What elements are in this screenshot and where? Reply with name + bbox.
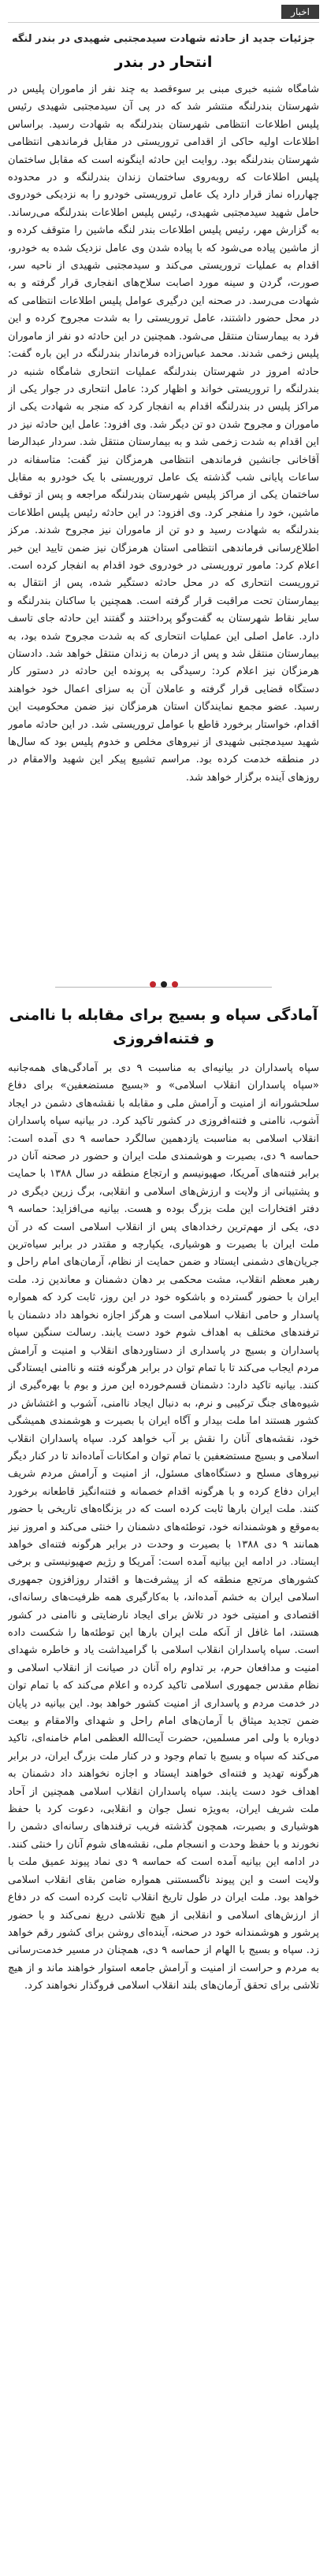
- article-kicker: جزئیات جدید از حادثه شهادت سیدمجتبی شهیدی در بندر لنگه: [11, 33, 316, 45]
- article-separator: [8, 975, 319, 999]
- article-irgc-statement: [8, 1003, 319, 2547]
- separator-dot-dark: [161, 981, 167, 988]
- article-body: شامگاه شنبه خبری مبنی بر سوءقصد به چند نفر از ماموران پلیس در شهرستان بندرلنگه منتشر شد که در پی آن سیدمجتبی شهیدی رئیس پلیس اطلاعات انتظامی شهرستان بندرلنگه به شهادت رسید. براساس اطلاعات اولیه حاکی از اقدامی تروریستی در مقابل فرماندهی انتظامی شهرستان بندرلنگه بود. روایت این حادثه اینگونه است که مقابل ساختمان پلیس اطلاعات که روبه‌روی ساختمان زندان بندرلنگه و در محدوده چهارراه نماز قرار دارد یک عامل تروریستی خودرو را به نزدیکی خودروی حامل شهید سیدمجتبی شهیدی، رئیس پلیس اطلاعات بندرلنگه می‌رساند. به گزارش مهر، رئیس پلیس اطلاعات بندر لنگه ماشین را متوقف کرده و از ماشین پیاده می‌شود که با پیاده شدن وی عامل نزدیک شده به خودرو، اقدام به عملیات تروریستی می‌کند و سیدمجتبی شهیدی از ناحیه سر، صورت، گردن و سینه مورد اصابت سلاح‌های انفجاری قرار گرفته و به شهادت می‌رسد. در صحنه این درگیری عوامل پلیس اطلاعات انتظامی که در محل حضور داشتند، عامل تروریستی را به شدت مجروح کرده و این فرد به بیمارستان منتقل می‌شود. همچنین در این حادثه دو نفر از ماموران پلیس زخمی شدند. محمد عباس‌زاده فرماندار بندرلنگه در این باره گفت: حادثه امروز در شهرستان بندرلنگه عملیات انتحاری شامگاه شنبه در بندرلنگه را تروریستی خواند و اظهار کرد: عامل انتحاری در جوار یکی از مراکز پلیس در بندرلنگه اقدام به انفجار کرد که منجر به شهادت یکی از ماموران و مجروح شدن دو تن دیگر شد. وی افزود: عامل این حادثه نیز در این اقدام به شدت زخمی شد و به بیمارستان منتقل شد. سردار عبدالرضا آقاخانی جانشین فرماندهی انتظامی هرمزگان نیز گفت: متاسفانه در ساعات پایانی شب گذشته یک عامل تروریستی با یک خودرو به مقابل ساختمان یکی از مراکز پلیس شهرستان بندرلنگه مراجعه و پس از توقف ماشین، خود را منفجر کرد. وی افزود: در این حادثه رئیس پلیس اطلاعات بندرلنگه به شهادت رسید و دو تن از ماموران نیز مجروح شدند. مرکز اطلاع‌رسانی فرماندهی انتظامی استان هرمزگان نیز ضمن تایید این خبر اعلام کرد: مامور تروریستی در خودروی خود اقدام به انفجار کرده است. تروریست انتحاری که در محل حادثه دستگیر شده، پس از انتقال به بیمارستان تحت مراقبت قرار گرفته است. همچنین با ساکنان بندرلنگه و سایر نقاط شهرستان به گفت‌وگو پرداختند و گفتند این حادثه جای تاسف دارد. عامل اصلی این عملیات انتحاری که به شدت مجروح شده بود، به بیمارستان منتقل شد و پس از درمان به زندان منتقل خواهد شد. دادستان هرمزگان نیز اعلام کرد: رسیدگی به پرونده این حادثه در دستور کار دستگاه قضایی قرار گرفته و عاملان آن به سزای اعمال خود خواهند رسید. عضو مجمع نمایندگان استان هرمزگان نیز ضمن محکومیت این اقدام، خواستار برخورد قاطع با عوامل تروریستی شد. در این حادثه مامور شهید سیدمجتبی شهیدی از نیروهای مخلص و خدوم پلیس بود که سال‌ها در منطقه خدمت کرده بود. مراسم تشییع پیکر این شهید والامقام در روزهای آینده برگزار خواهد شد.: [8, 83, 319, 784]
- section-tag[interactable]: اخبار: [281, 5, 319, 19]
- separator-dot-red: [150, 981, 156, 988]
- article-body: سپاه پاسداران در بیانیه‌ای به مناسبت ۹ دی بر آمادگی‌های همه‌جانبه «سپاه پاسداران انقلاب اسلامی» و «بسیج مستضعفین» برای دفاع سلحشورانه از امنیت و آرامش ملی و مقابله با نقشه‌های دشمن در ایجاد آشوب، ناامنی و فتنه‌افروزی در کشور تاکید کرد. در بیانیه سپاه پاسداران انقلاب اسلامی به مناسبت یازدهمین سالگرد حماسه ۹ دی آمده است: حماسه ۹ دی، بصیرت و هوشمندی ملت ایران و حضور در صحنه آنان در برابر فتنه‌های آمریکا، صهیونیسم و ارتجاع منطقه در سال ۱۳۸۸ با حمایت و پشتیبانی از ولایت و ارزش‌های اسلامی و انقلابی، برگ زرین دیگری در دفتر افتخارات این ملت بزرگ بوده و هست. بیانیه می‌افزاید: حماسه ۹ دی، یکی از مهم‌ترین رخدادهای پس از انقلاب اسلامی است که در آن ملت ایران با بصیرت و هوشیاری، یکپارچه و مقتدر در برابر سیاه‌ترین جریان‌های دشمنی ایستاد و ضمن حمایت از نظام، آرمان‌های امام راحل و رهبر معظم انقلاب، مشت محکمی بر دهان دشمنان و معاندین زد. ملت ایران با حضور گسترده و باشکوه خود در این روز، ثابت کرد که همواره پاسدار و حامی انقلاب اسلامی است و هرگز اجازه نخواهد داد دشمنان با ترفندهای مختلف به اهداف شوم خود دست یابند. رسالت سنگین سپاه پاسداران و بسیج در پاسداری از دستاوردهای انقلاب و امنیت و آرامش مردم ایجاب می‌کند تا با تمام توان در برابر هرگونه فتنه و ناامنی ایستادگی کنند. بیانیه تاکید دارد: دشمنان قسم‌خورده این مرز و بوم با بهره‌گیری از شیوه‌های جنگ ترکیبی و نرم، به دنبال ایجاد ناامنی، آشوب و اغتشاش در کشور هستند اما ملت بیدار و آگاه ایران با بصیرت و هوشمندی همیشگی خود، نقشه‌های آنان را نقش بر آب خواهد کرد. سپاه پاسداران انقلاب اسلامی و بسیج مستضعفین با تمام توان و امکانات آماده‌اند تا در کنار دیگر نیروهای مسلح و دستگاه‌های مسئول، از امنیت و آرامش مردم شریف ایران دفاع کرده و با هرگونه اقدام خصمانه و فتنه‌انگیز قاطعانه برخورد کنند. ملت ایران بارها ثابت کرده است که در بزنگاه‌های تاریخی با حضور به‌موقع و هوشمندانه خود، توطئه‌های دشمنان را خنثی می‌کند و امروز نیز همانند ۹ دی ۱۳۸۸ با بصیرت و وحدت در برابر هرگونه فتنه‌ای خواهد ایستاد. در ادامه این بیانیه آمده است: آمریکا و رژیم صهیونیستی و برخی کشورهای مرتجع منطقه که از پیشرفت‌ها و اقتدار روزافزون جمهوری اسلامی ایران به خشم آمده‌اند، با به‌کارگیری همه ظرفیت‌های رسانه‌ای، اقتصادی و امنیتی خود در تلاش برای ایجاد نارضایتی و ناامنی در کشور هستند، اما غافل از آنکه ملت ایران بارها این توطئه‌ها را شکست داده است. سپاه پاسداران انقلاب اسلامی با گرامیداشت یاد و خاطره شهدای امنیت و مدافعان حرم، بر تداوم راه آنان در صیانت از انقلاب اسلامی و نظام مقدس جمهوری اسلامی تاکید کرده و اعلام می‌کند که با تمام توان در خدمت مردم و پاسداری از امنیت کشور خواهد بود. این بیانیه در پایان ضمن تجدید میثاق با آرمان‌های امام راحل و شهدای والامقام و بیعت دوباره با ولی امر مسلمین، حضرت آیت‌الله العظمی امام خامنه‌ای، تاکید می‌کند که سپاه و بسیج با تمام وجود و در کنار ملت بزرگ ایران، در برابر هرگونه تهدید و فتنه‌ای خواهند ایستاد و اجازه نخواهند داد دشمنان به اهداف خود دست یابند. سپاه پاسداران انقلاب اسلامی همچنین از آحاد ملت شریف ایران، به‌ویژه نسل جوان و انقلابی، دعوت کرد با حفظ هوشیاری و بصیرت، همچون گذشته فریب ترفندهای رسانه‌ای دشمن را نخورند و با حفظ وحدت و انسجام ملی، نقشه‌های شوم آنان را خنثی کنند. در ادامه این بیانیه آمده است که حماسه ۹ دی نماد پیوند عمیق ملت با ولایت است و این پیوند ناگسستنی همواره ضامن بقای انقلاب اسلامی خواهد بود. ملت ایران در طول تاریخ انقلاب ثابت کرده است که در دفاع از ارزش‌های اسلامی و انقلابی از هیچ تلاشی دریغ نمی‌کند و با حضور پرشور و هوشمندانه خود در صحنه، آینده‌ای روشن برای کشور رقم خواهد زد. سپاه و بسیج با الهام از حماسه ۹ دی، همچنان در مسیر خدمت‌رسانی به مردم و حراست از امنیت و آرامش جامعه استوار خواهند ماند و از هیچ تلاشی برای تحقق آرمان‌های بلند انقلاب اسلامی فروگذار نخواهند کرد.: [8, 1062, 319, 1992]
- section-header: [8, 0, 319, 23]
- separator-dot-red: [172, 981, 178, 988]
- article-headline: انتحار در بندر: [114, 54, 213, 71]
- article-explosion: [8, 31, 319, 972]
- separator-dots: [8, 981, 319, 988]
- article-headline: آمادگی سپاه و بسیج برای مقابله با ناامنی و فتنه‌افروزی: [9, 1006, 318, 1047]
